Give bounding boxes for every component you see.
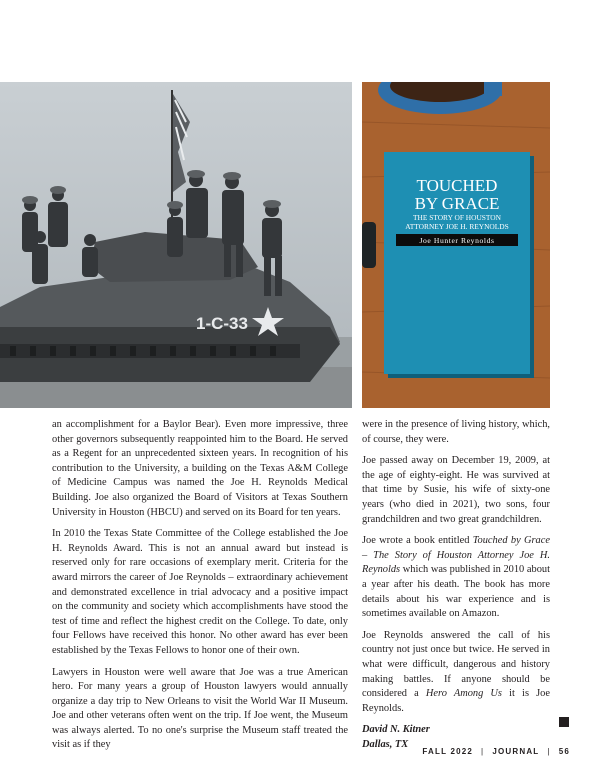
hero-among-us-phrase: Hero Among Us <box>425 688 502 700</box>
book-subtitle-line1: THE STORY OF HOUSTON <box>413 213 501 222</box>
book-title-line2: BY GRACE <box>414 194 500 213</box>
left-paragraph-1: an accomplishment for a Baylor Bear). Even more impressive, three other governors subsequently reappointed him to the Board. He served as a Regent for an unprecedented sixteen years. In recognition of his contribution to the University, a building on the Texas A&M College of Medicine Campus was named the Joe H. Reynolds Medical Building. Joe also organized the Board of Visitors at Texas Southern University in Houston (HBCU) and served on its Board for ten years. <box>52 419 348 518</box>
page-footer <box>422 747 570 756</box>
book-author: Joe Hunter Reynolds <box>419 236 495 245</box>
footer-separator-2: | <box>547 747 551 756</box>
signature-name: David N. Kitner <box>362 724 430 736</box>
footer-separator-1: | <box>481 747 485 756</box>
book-cover-photo <box>362 82 550 408</box>
book-title-line1: TOUCHED <box>416 176 498 195</box>
right-paragraph-3-intro: Joe wrote a book entitled <box>362 535 473 547</box>
right-paragraph-4-intro: Joe Reynolds answered the call of his country not just once but twice. He served in what were difficult, dangerous and history making battles. If anyone should be considered a <box>362 629 550 700</box>
right-paragraph-2: Joe passed away on December 19, 2009, at the age of eighty-eight. He was survived at that time by Susie, his wife of sixty-one years (who died in 2021), two sons, four grandchildren and two great grandchildren. <box>362 455 550 525</box>
right-paragraph-4-rest: it is Joe Reynolds. <box>362 688 550 714</box>
left-paragraph-3: Lawyers in Houston were well aware that Joe was a true American hero. For many years a group of Houston lawyers would annually organize a day trip to New Orleans to visit the World War II Museum. Joe and other veterans often went on the trip. If Joe went, the Museum was always alerted. To no one's surprise the Museum staff treated the visit as if they <box>52 666 348 751</box>
right-paragraph-4 <box>362 629 550 717</box>
article-column-right <box>362 418 550 752</box>
article-column-left <box>52 418 348 753</box>
tank-marking: 1-C-33 <box>196 314 248 333</box>
right-paragraph-3-rest: which was published in 2010 about a year after his death. The book has more details about his war experience and is sometimes available on Amazon. <box>362 564 550 620</box>
right-paragraph-1: were in the presence of living history, which, of course, they were. <box>362 419 550 445</box>
end-of-article-mark <box>559 717 569 727</box>
left-paragraph-2: In 2010 the Texas State Committee of the College established the Joe H. Reynolds Award. This is not an annual award but instead is reserved only for rare occasions of exemplary merit. Criteria for the award mirrors the career of Joe Reynolds – extraordinary achievement and demonstrated excellence in trial advocacy and a positive impact on the community and society which accomplishments have stood the test of time and reflect the highest credit on the College. To date, only four Fellows have received this honor. No other award has ever been established by the Texas Fellows to honor one of their own. <box>52 528 348 656</box>
soldiers-on-tank-photo <box>0 82 352 408</box>
footer-publication: JOURNAL <box>492 747 540 756</box>
book-title-reference: Touched by Grace – The Story of Houston Attorney Joe H. Reynolds <box>362 535 550 576</box>
signature-place: Dallas, TX <box>362 738 409 750</box>
book-subtitle-line2: ATTORNEY JOE H. REYNOLDS <box>405 222 509 231</box>
footer-issue: FALL 2022 <box>422 747 474 756</box>
right-paragraph-3 <box>362 534 550 622</box>
page-number: 56 <box>558 747 570 756</box>
